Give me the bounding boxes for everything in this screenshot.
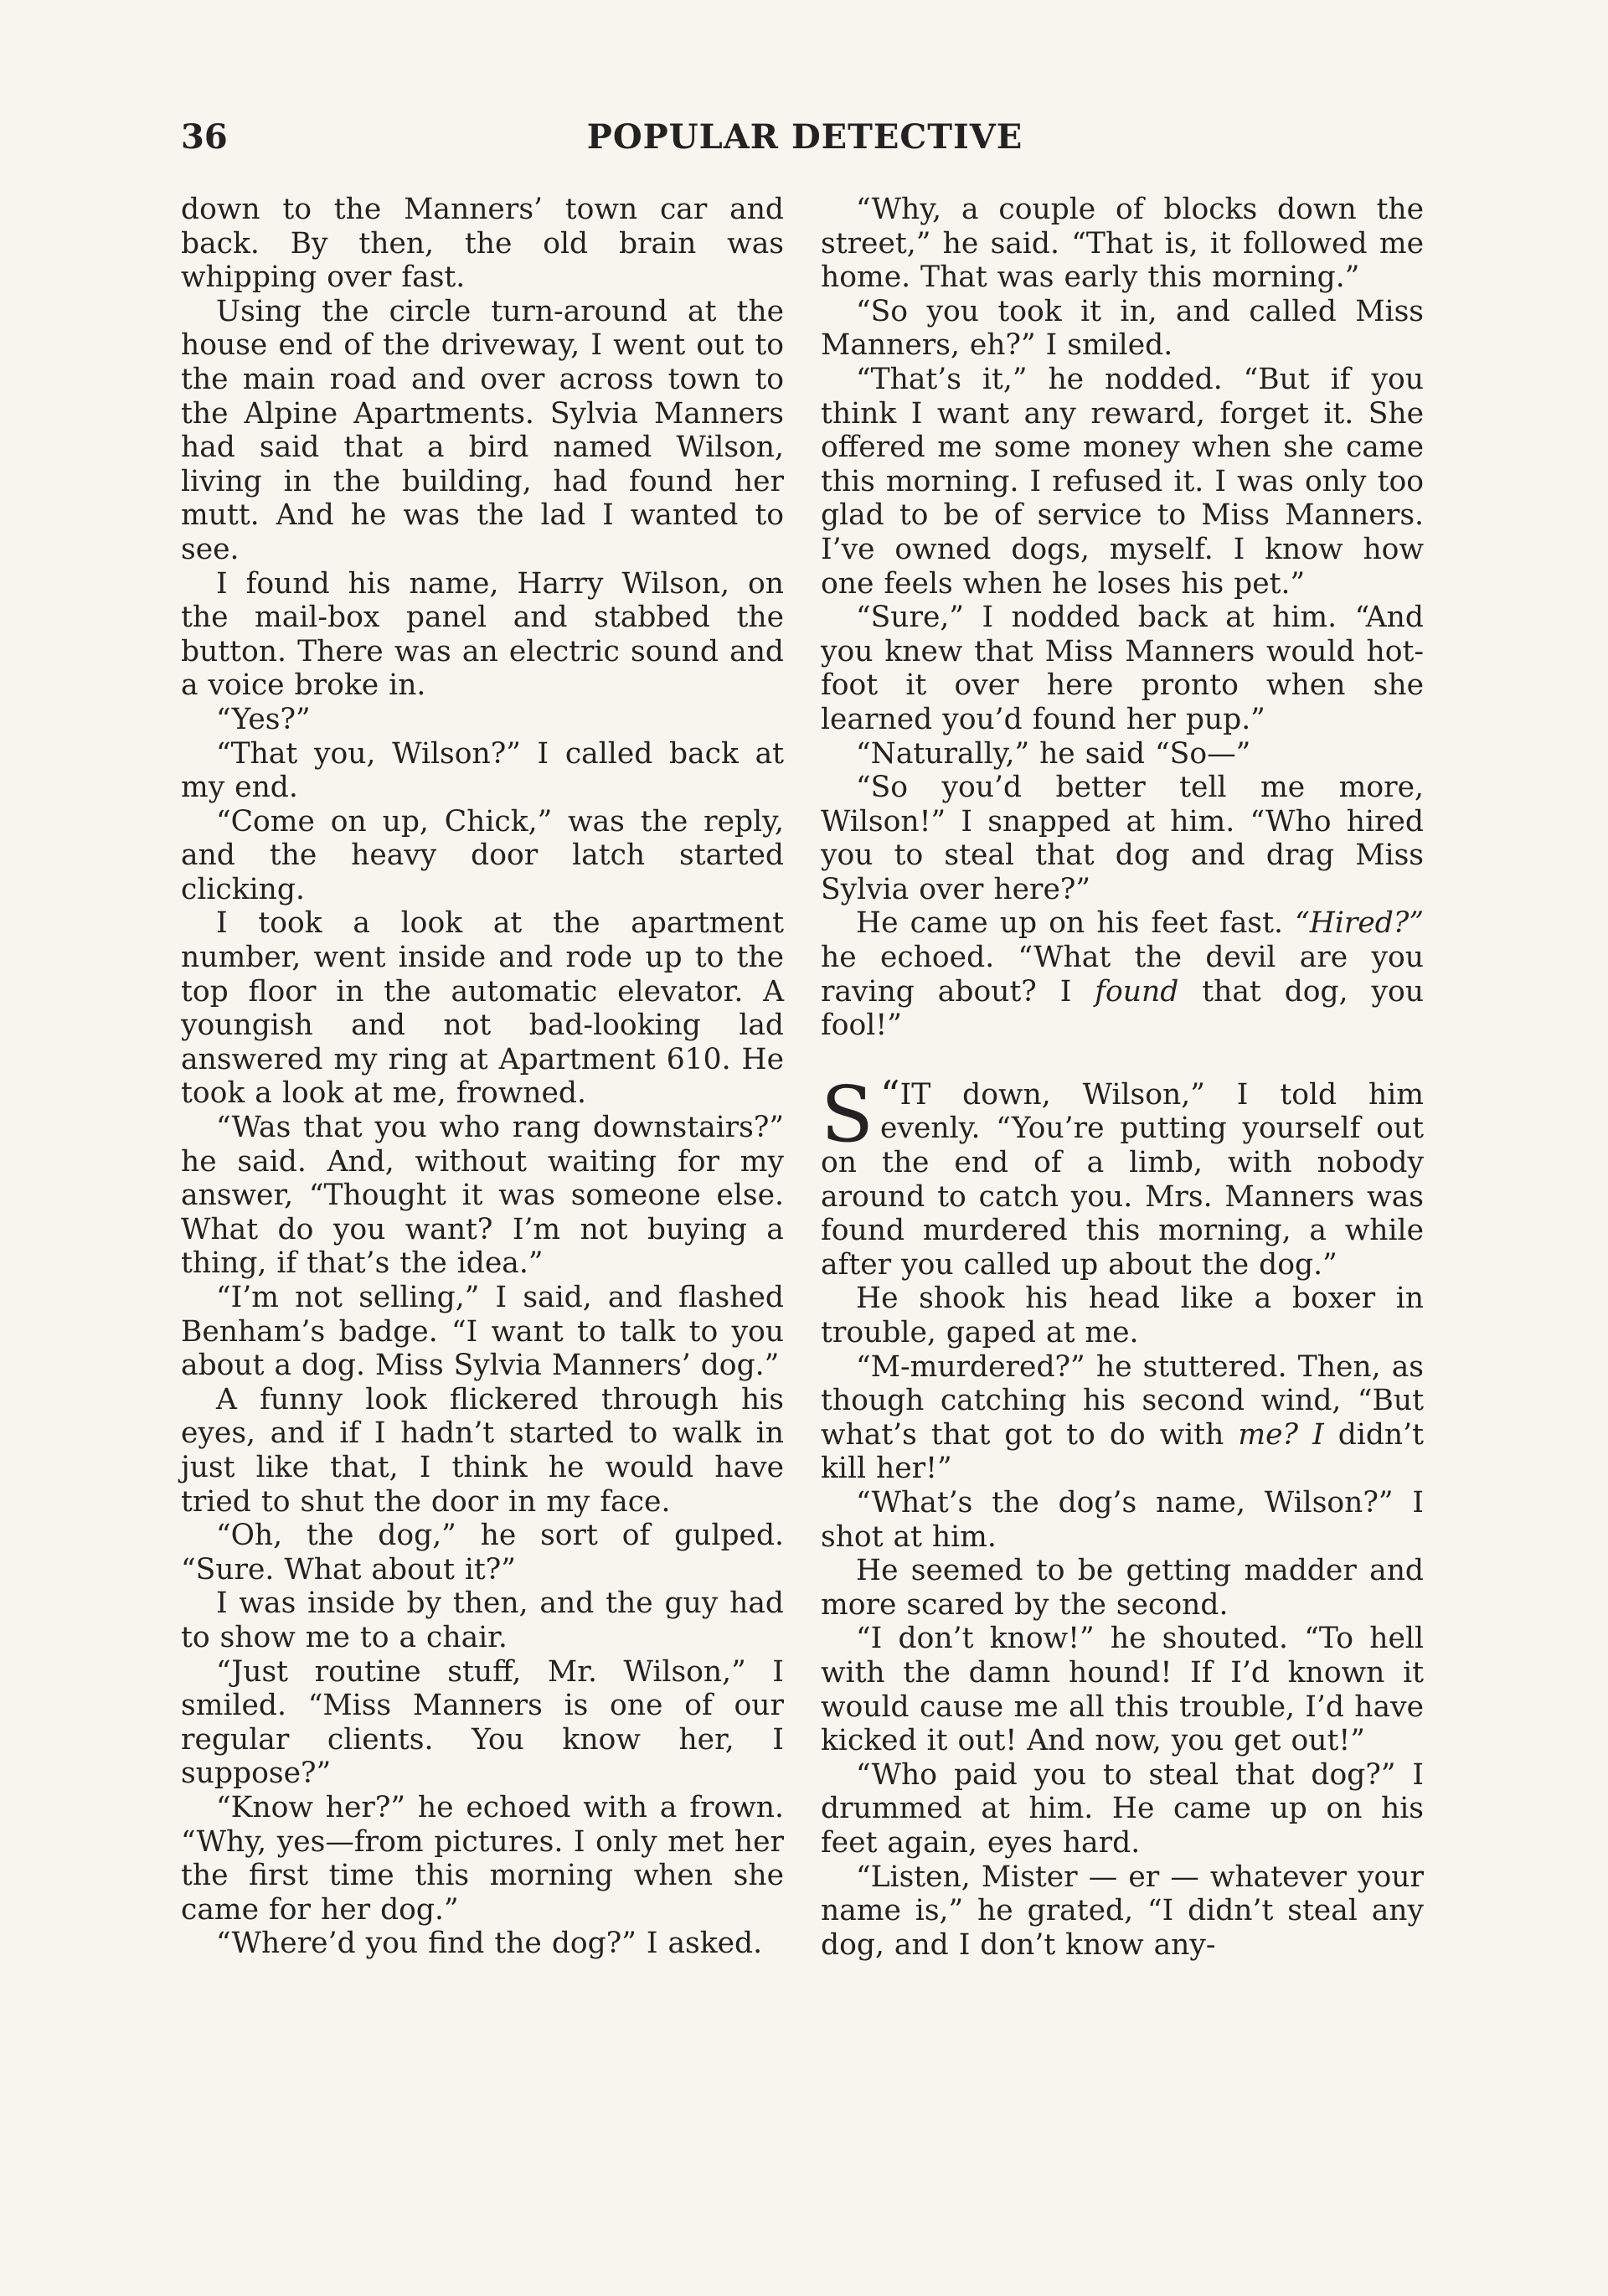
paragraph: “So you’d better tell me more, Wilson!” I snapped at him. “Who hired you to steal that dog and drag Miss Sylvia over here?” [821,771,1424,906]
page-header [181,114,1429,161]
italic-text: “Hired?” [1295,906,1425,941]
paragraph: He shook his head like a boxer in trouble, gaped at me. [821,1282,1424,1349]
paragraph: “Who paid you to steal that dog?” I drummed at him. He came up on his feet again, eyes hard. [821,1757,1424,1860]
paragraph: down to the Manners’ town car and back. By then, the old brain was whipping over fast. [181,193,784,295]
running-title: POPULAR DETECTIVE [586,117,1023,157]
drop-cap: S [821,1069,874,1159]
italic-text: found [1095,974,1179,1009]
text-run: IT down, Wilson,” I told him evenly. “You’re putting yourself out on the end of a limb, with nobody around to catch you. Mrs. Manners was found murdered this morning, a while after you called up about the dog.” [821,1077,1424,1282]
paragraph [821,1350,1424,1486]
paragraph: “Sure,” I nodded back at him. “And you knew that Miss Manners would hot-foot it over here pronto when she learned you’d found her pup.” [821,601,1424,736]
paragraph: “That you, Wilson?” I called back at my end. [181,736,784,805]
paragraph: “So you took it in, and called Miss Manners, eh?” I smiled. [821,294,1424,363]
paragraph: A funny look flickered through his eyes, and if I hadn’t started to walk in just like that, I think he would have tried to shut the door in my face. [181,1382,784,1519]
paragraph: “Oh, the dog,” he sort of gulped. “Sure. What about it?” [181,1519,784,1587]
text-run: “M-murdered?” he stuttered. Then, as though catching his second wind, “But what’s that got to do with [821,1349,1424,1452]
paragraph: I found his name, Harry Wilson, on the mail-box panel and stabbed the button. There was an electric sound and a voice broke in. [181,566,784,703]
section-opening-paragraph [821,1069,1424,1282]
paragraph: “Yes?” [216,702,311,736]
paragraph: I took a look at the apartment number, went inside and rode up to the top floor in the automatic elevator. A youngish and not bad-looking lad answered my ring at Apartment 610. He took a look at me, frowned. [181,906,784,1111]
paragraph: “What’s the dog’s name, Wilson?” I shot at him. [821,1485,1424,1554]
paragraph: “I don’t know!” he shouted. “To hell with the damn hound! If I’d known it would cause me all this trouble, I’d have kicked it out! And now, you get out!” [821,1622,1424,1758]
page-number: 36 [181,117,228,157]
paragraph: He seemed to be getting madder and more scared by the second. [821,1554,1424,1622]
paragraph: I was inside by then, and the guy had to show me to a chair. [181,1587,784,1654]
text-run [1298,1418,1312,1452]
paragraph: Using the circle turn-around at the house end of the driveway, I went out to the main road and over across town to the Alpine Apartments. Sylvia Manners had said that a bird named Wilson, living in the building, had found her mutt. And he was the lad I wanted to see. [181,294,784,566]
text-run: didn’t kill her!” [821,1417,1424,1486]
text-run: that dog, you fool!” [821,974,1424,1043]
italic-text: me? [1238,1417,1299,1452]
paragraph [821,906,1424,1042]
paragraph: “Come on up, Chick,” was the reply, and the heavy door latch started clicking. [181,804,784,906]
paragraph: “Where’d you find the dog?” I asked. [216,1927,763,1961]
paragraph: “Why, a couple of blocks down the street,” he said. “That is, it followed me home. That was early this morning.” [821,193,1424,295]
right-column [821,193,1424,1962]
paragraph: “Naturally,” he said “So—” [856,736,1251,771]
paragraph: “Was that you who rang downstairs?” he said. And, without waiting for my answer, “Thought it was someone else. What do you want? I’m not buying a thing, if that’s the idea.” [181,1111,784,1281]
paragraph: “Just routine stuff, Mr. Wilson,” I smiled. “Miss Manners is one of our regular clients. You know her, I suppose?” [181,1654,784,1791]
paragraph: “That’s it,” he nodded. “But if you think I want any reward, forget it. She offered me some money when she came this morning. I refused it. I was only too glad to be of service to Miss Manners. I’ve owned dogs, myself. I know how one feels when he loses his pet.” [821,362,1424,601]
paragraph: “I’m not selling,” I said, and flashed Benham’s badge. “I want to talk to you about a dog. Miss Sylvia Manners’ dog.” [181,1281,784,1383]
opening-quote: “ [880,1071,900,1117]
paragraph: “Listen, Mister — er — whatever your name is,” he grated, “I didn’t steal any dog, and I don’t know any- [821,1860,1424,1962]
left-column [181,193,784,1961]
italic-text: I [1312,1417,1324,1452]
text-run: he echoed. “What the devil are you raving about? I [821,941,1424,1009]
paragraph: “Know her?” he echoed with a frown. “Why, yes—from pictures. I only met her the first time this morning when she came for her dog.” [181,1790,784,1927]
text-run: He came up on his feet fast. [856,906,1283,941]
